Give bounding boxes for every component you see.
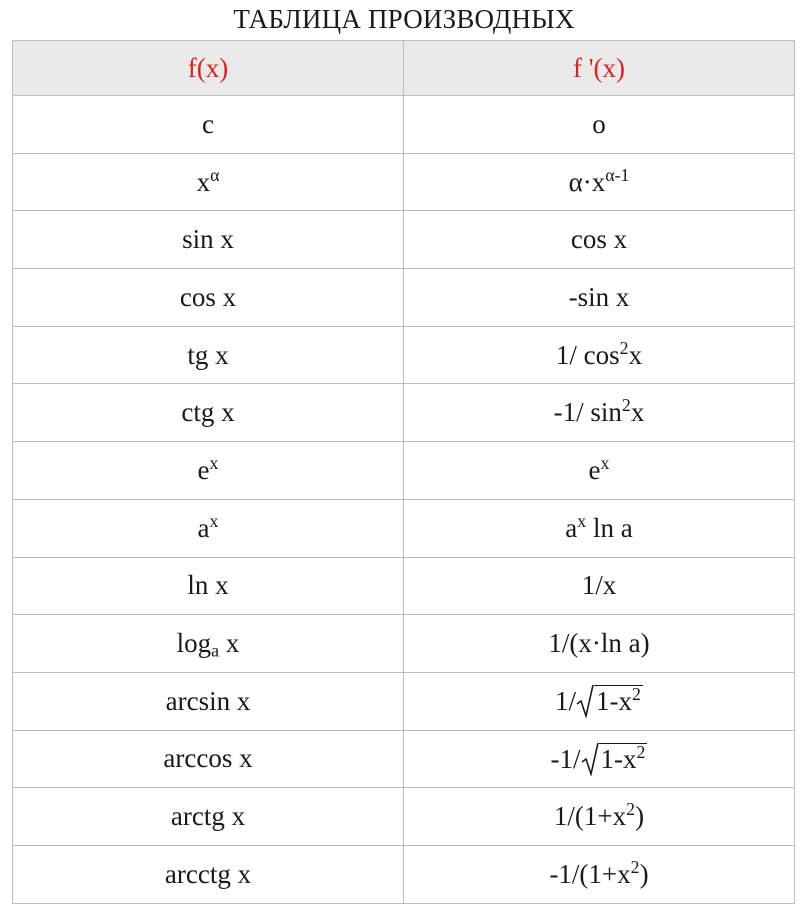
function-cell: c — [13, 96, 404, 154]
derivative-cell: 1/x — [404, 557, 795, 615]
function-cell: arcsin x — [13, 672, 404, 730]
function-cell: $a^x$ — [13, 499, 404, 557]
derivative-cell: cos x — [404, 211, 795, 269]
table-row — [13, 730, 795, 788]
square-root-icon — [576, 684, 594, 718]
square-root-icon — [581, 742, 599, 776]
table-row — [13, 211, 795, 269]
table-row — [13, 788, 795, 846]
table-row — [13, 326, 795, 384]
function-cell: arccos x — [13, 730, 404, 788]
function-cell: $\log_a x$ — [13, 615, 404, 673]
derivative-cell: o — [404, 96, 795, 154]
table-row — [13, 153, 795, 211]
derivative-cell: $1/(1+x^2)$ — [404, 788, 795, 846]
derivative-cell: -sin x — [404, 269, 795, 327]
derivative-cell: $a^x$ ln a — [404, 499, 795, 557]
function-cell: arcctg x — [13, 845, 404, 903]
header-function: f(x) — [13, 41, 404, 96]
table-row — [13, 499, 795, 557]
function-cell: arctg x — [13, 788, 404, 846]
function-cell: ln x — [13, 557, 404, 615]
table-row — [13, 615, 795, 673]
derivative-cell: 1/ $\cos^2x$ — [404, 326, 795, 384]
derivative-cell: -1/ $1-x^2$ — [404, 730, 795, 788]
table-row — [13, 384, 795, 442]
table-row — [13, 442, 795, 500]
derivatives-table — [12, 40, 795, 904]
derivative-cell: 1/(x·ln a) — [404, 615, 795, 673]
function-cell: $e^x$ — [13, 442, 404, 500]
table-title: ТАБЛИЦА ПРОИЗВОДНЫХ — [233, 4, 575, 34]
table-row — [13, 672, 795, 730]
derivative-cell: $-1/(1+x^2)$ — [404, 845, 795, 903]
table-row — [13, 557, 795, 615]
derivative-cell: -1/ $\sin^2x$ — [404, 384, 795, 442]
function-cell: tg x — [13, 326, 404, 384]
table-row — [13, 96, 795, 154]
derivative-cell: $\alpha\cdot x^{\alpha-1}$ — [404, 153, 795, 211]
function-cell: sin x — [13, 211, 404, 269]
function-cell: cos x — [13, 269, 404, 327]
table-header-row — [13, 41, 795, 96]
table-row — [13, 269, 795, 327]
derivative-cell: 1/ $1-x^2$ — [404, 672, 795, 730]
table-row — [13, 845, 795, 903]
function-cell: $x^\alpha$ — [13, 153, 404, 211]
function-cell: ctg x — [13, 384, 404, 442]
header-derivative: f '(x) — [404, 41, 795, 96]
derivative-cell: $e^x$ — [404, 442, 795, 500]
